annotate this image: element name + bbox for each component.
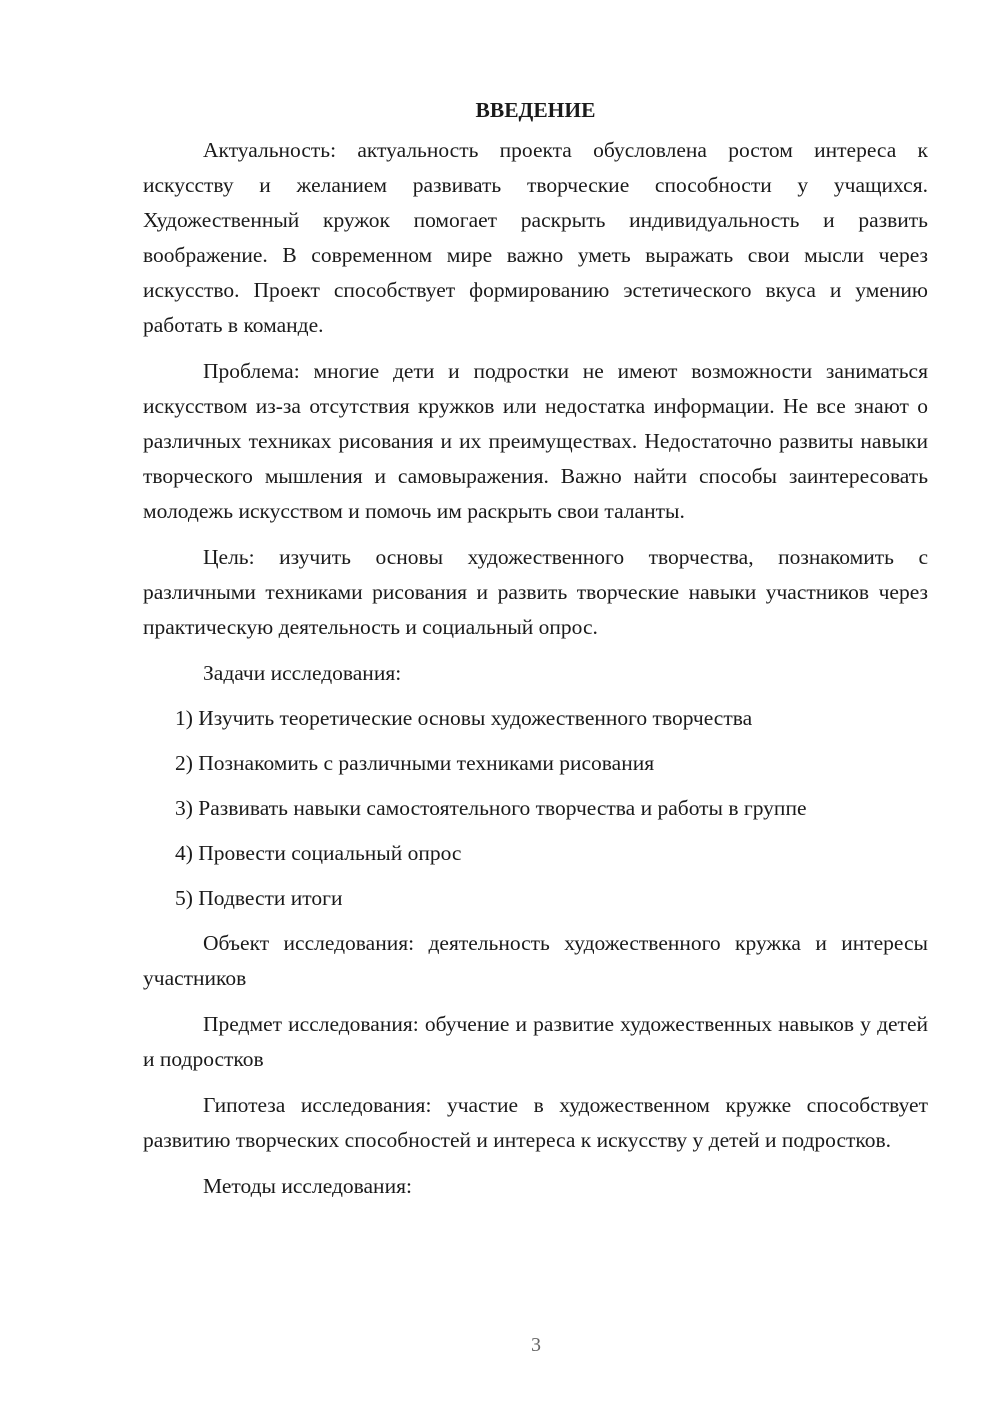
relevance-paragraph: Актуальность: актуальность проекта обусловлена ростом интереса к искусству и желанием развивать творческие способности у учащихся. Художественный кружок помогает раскрыть индивидуальность и развить воображение. В современном мире важно уметь выражать свои мысли через искусство. Проект способствует формированию эстетического вкуса и умению работать в команде. <box>143 138 928 337</box>
tasks-list <box>143 701 928 916</box>
page-number: 3 <box>531 1334 541 1356</box>
object-paragraph: Объект исследования: деятельность художественного кружка и интересы участников <box>143 931 928 990</box>
goal-paragraph: Цель: изучить основы художественного творчества, познакомить с различными техниками рисования и развить творческие навыки участников через практическую деятельность и социальный опрос. <box>143 545 928 639</box>
section-title: ВВЕДЕНИЕ <box>475 98 596 122</box>
list-item: 4) Провести социальный опрос <box>175 841 462 865</box>
methods-heading: Методы исследования: <box>203 1174 412 1198</box>
hypothesis-paragraph: Гипотеза исследования: участие в художественном кружке способствует развитию творческих способностей и интереса к искусству у детей и подростков. <box>143 1093 928 1152</box>
subject-paragraph: Предмет исследования: обучение и развитие художественных навыков у детей и подростков <box>143 1012 928 1071</box>
list-item: 5) Подвести итоги <box>175 886 343 910</box>
page-content <box>143 93 928 1214</box>
list-item: 3) Развивать навыки самостоятельного творчества и работы в группе <box>175 796 807 820</box>
tasks-heading: Задачи исследования: <box>203 661 402 685</box>
list-item: 1) Изучить теоретические основы художественного творчества <box>175 706 753 730</box>
list-item: 2) Познакомить с различными техниками рисования <box>175 751 655 775</box>
problem-paragraph: Проблема: многие дети и подростки не имеют возможности заниматься искусством из-за отсутствия кружков или недостатка информации. Не все знают о различных техниках рисования и их преимуществах. Недостаточно развиты навыки творческого мышления и самовыражения. Важно найти способы заинтересовать молодежь искусством и помочь им раскрыть свои таланты. <box>143 359 928 523</box>
